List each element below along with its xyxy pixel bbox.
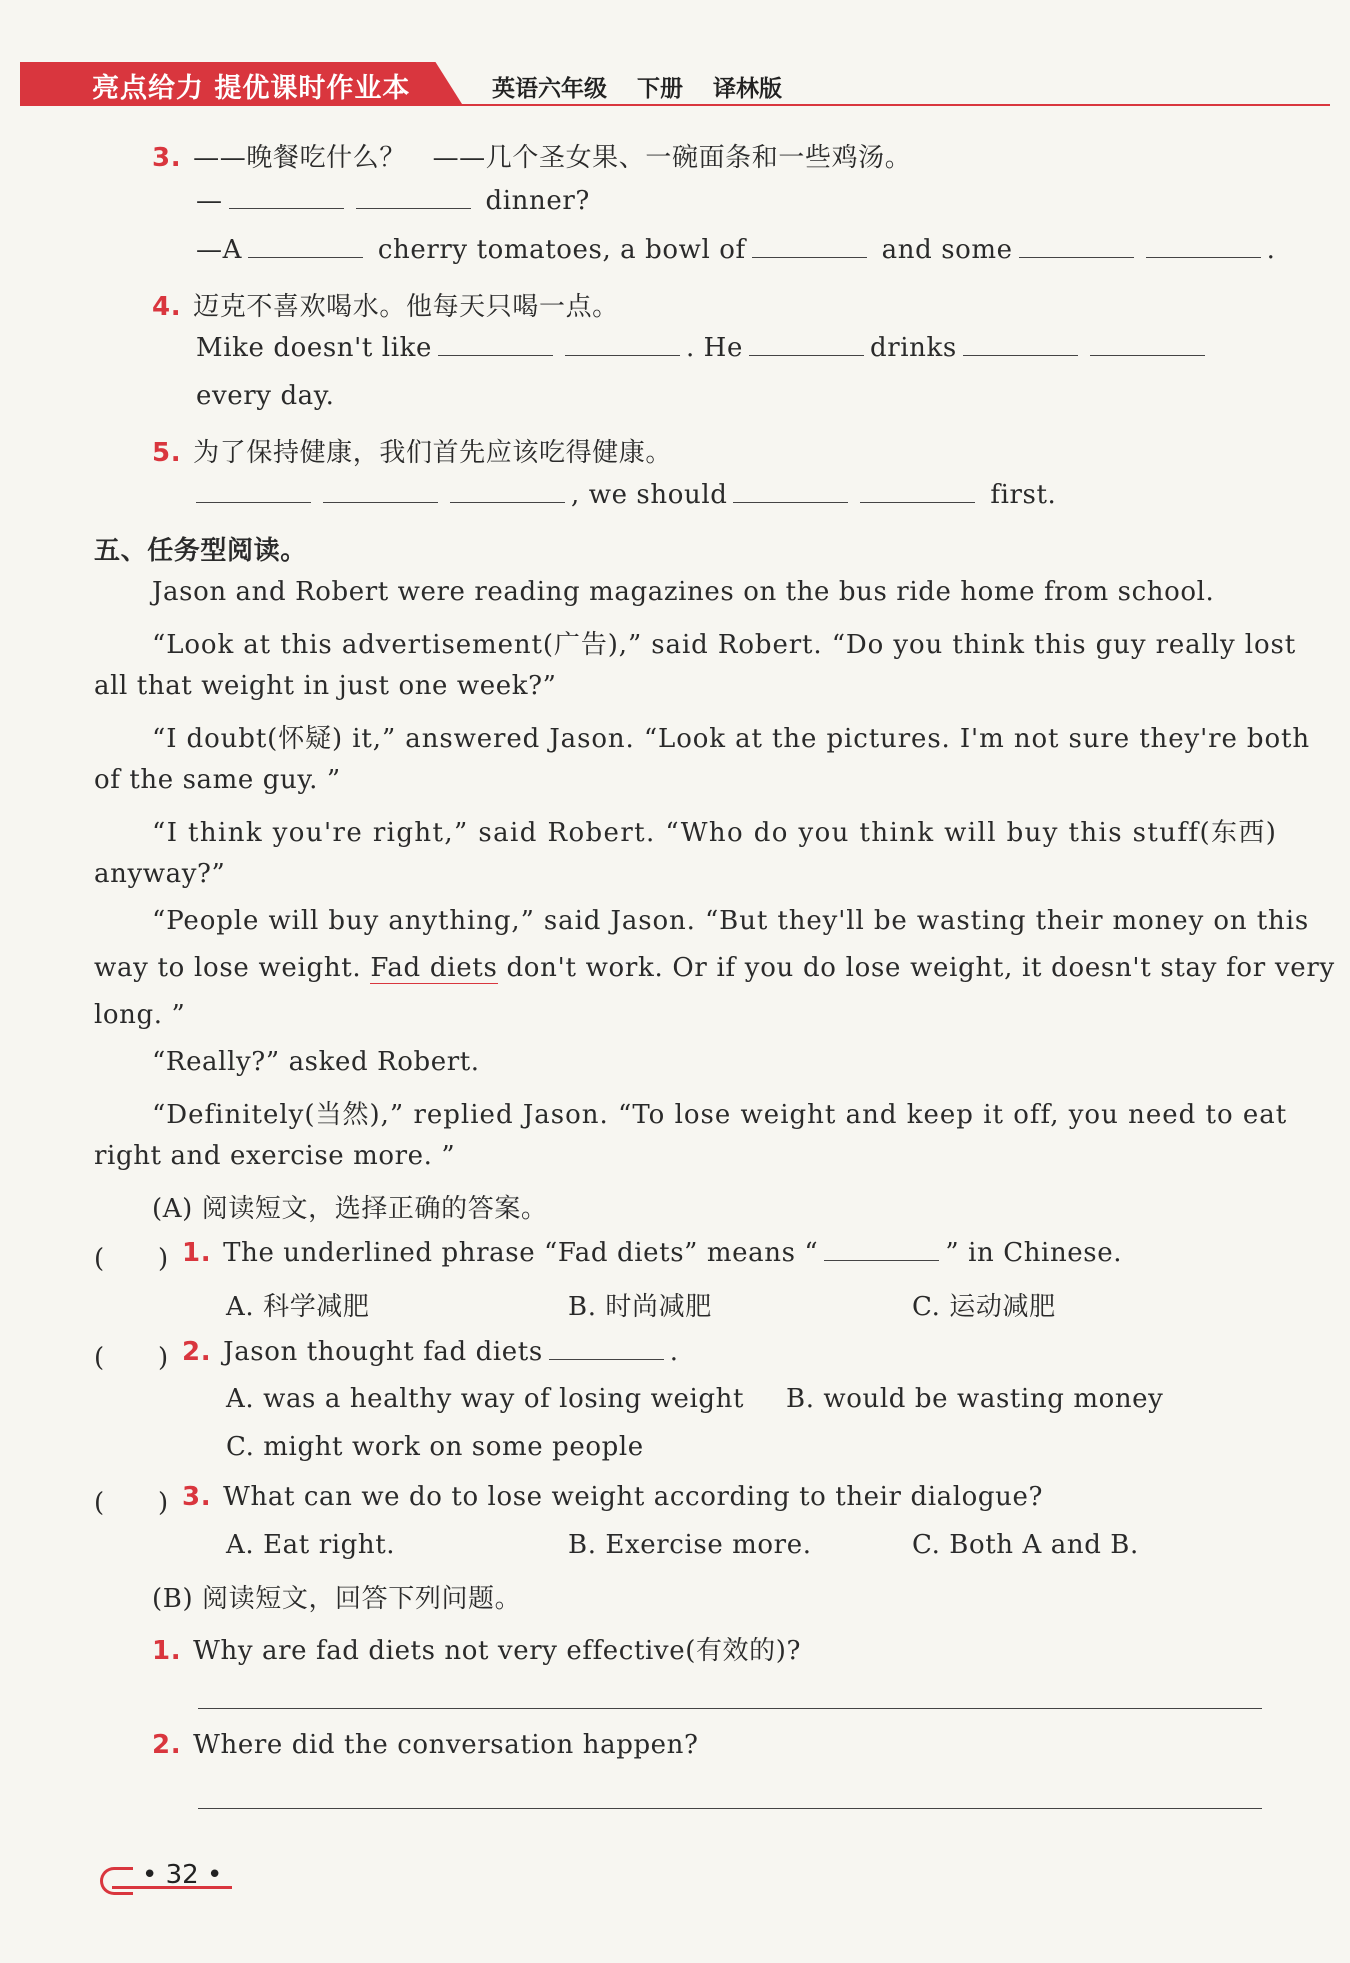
open-question-2: 2. Where did the conversation happen? [152,1730,699,1760]
answer-blank[interactable] [1146,235,1261,258]
answer-blank[interactable] [549,1337,664,1360]
answer-blank[interactable] [196,480,311,503]
answer-blank[interactable] [749,333,864,356]
option-a[interactable]: A. was a healthy way of losing weight [226,1384,745,1414]
q4-chinese: 4. 迈克不喜欢喝水。他每天只喝一点。 [152,292,619,322]
q3-line1: — dinner? [196,186,590,216]
option-b[interactable]: B. 时尚减肥 [568,1292,712,1322]
answer-blank[interactable] [752,235,867,258]
answer-blank[interactable] [963,333,1078,356]
answer-paren[interactable]: ( ) [94,1244,169,1274]
answer-blank[interactable] [450,480,565,503]
page-number: • 32 • [142,1860,223,1890]
answer-blank[interactable] [248,235,363,258]
passage-line: way to lose weight. Fad diets don't work. Or if you do lose weight, it doesn't stay for very [94,953,1335,983]
passage-line: “I think you're right,” said Robert. “Who do you think will buy this stuff(东西) [152,818,1278,848]
part-a-instruction: (A) 阅读短文，选择正确的答案。 [152,1194,548,1224]
book-subtitle: 英语六年级 下册 译林版 [492,76,783,102]
passage-line: long. ” [94,1000,186,1030]
answer-paren[interactable]: ( ) [94,1488,169,1518]
header-rule [20,104,1330,106]
answer-blank[interactable] [356,186,471,209]
section-heading: 五、任务型阅读。 [94,536,307,566]
mc-question-2: 2. Jason thought fad diets . [182,1337,679,1367]
answer-line[interactable] [198,1708,1262,1709]
q4-line1: Mike doesn't like . He drinks [196,333,1211,363]
answer-blank[interactable] [229,186,344,209]
passage-line: “Look at this advertisement(广告),” said Robert. “Do you think this guy really lost [152,630,1297,660]
open-question-1: 1. Why are fad diets not very effective(有效的)? [152,1636,802,1666]
underlined-phrase: Fad diets [370,953,498,983]
mc-question-3: 3. What can we do to lose weight according to their dialogue? [182,1482,1043,1512]
answer-blank[interactable] [824,1238,939,1261]
answer-blank[interactable] [565,333,680,356]
option-b[interactable]: B. Exercise more. [568,1530,812,1560]
option-b[interactable]: B. would be wasting money [786,1384,1164,1414]
option-c[interactable]: C. Both A and B. [912,1530,1139,1560]
passage-line: “Definitely(当然),” replied Jason. “To lose weight and keep it off, you need to eat [152,1100,1288,1130]
passage-line: “Really?” asked Robert. [152,1047,480,1077]
passage-line: anyway?” [94,859,226,889]
mc-question-1: 1. The underlined phrase “Fad diets” means “ ” in Chinese. [182,1238,1123,1268]
passage-line: Jason and Robert were reading magazines on the bus ride home from school. [152,577,1215,607]
answer-blank[interactable] [1019,235,1134,258]
answer-blank[interactable] [323,480,438,503]
page-number-decoration [100,1867,133,1895]
option-c[interactable]: C. might work on some people [226,1432,644,1462]
answer-blank[interactable] [438,333,553,356]
answer-paren[interactable]: ( ) [94,1343,169,1373]
answer-blank[interactable] [860,480,975,503]
passage-line: right and exercise more. ” [94,1141,456,1171]
q3-line2: —A cherry tomatoes, a bowl of and some . [196,235,1276,265]
answer-line[interactable] [198,1808,1262,1809]
answer-blank[interactable] [1090,333,1205,356]
series-title: 亮点给力 提优课时作业本 [92,73,411,104]
passage-line: of the same guy. ” [94,765,341,795]
option-a[interactable]: A. Eat right. [226,1530,396,1560]
answer-blank[interactable] [733,480,848,503]
passage-line: “People will buy anything,” said Jason. “But they'll be wasting their money on this [152,906,1310,936]
option-a[interactable]: A. 科学减肥 [226,1292,370,1322]
q5-chinese: 5. 为了保持健康，我们首先应该吃得健康。 [152,438,672,468]
q4-line2: every day. [196,381,335,411]
passage-line: “I doubt(怀疑) it,” answered Jason. “Look at the pictures. I'm not sure they're both [152,724,1310,754]
option-c[interactable]: C. 运动减肥 [912,1292,1056,1322]
q5-line1: , we should first. [190,480,1056,510]
part-b-instruction: (B) 阅读短文，回答下列问题。 [152,1584,522,1614]
passage-line: all that weight in just one week?” [94,671,557,701]
q3-chinese: 3. ——晚餐吃什么？ ——几个圣女果、一碗面条和一些鸡汤。 [152,143,912,173]
